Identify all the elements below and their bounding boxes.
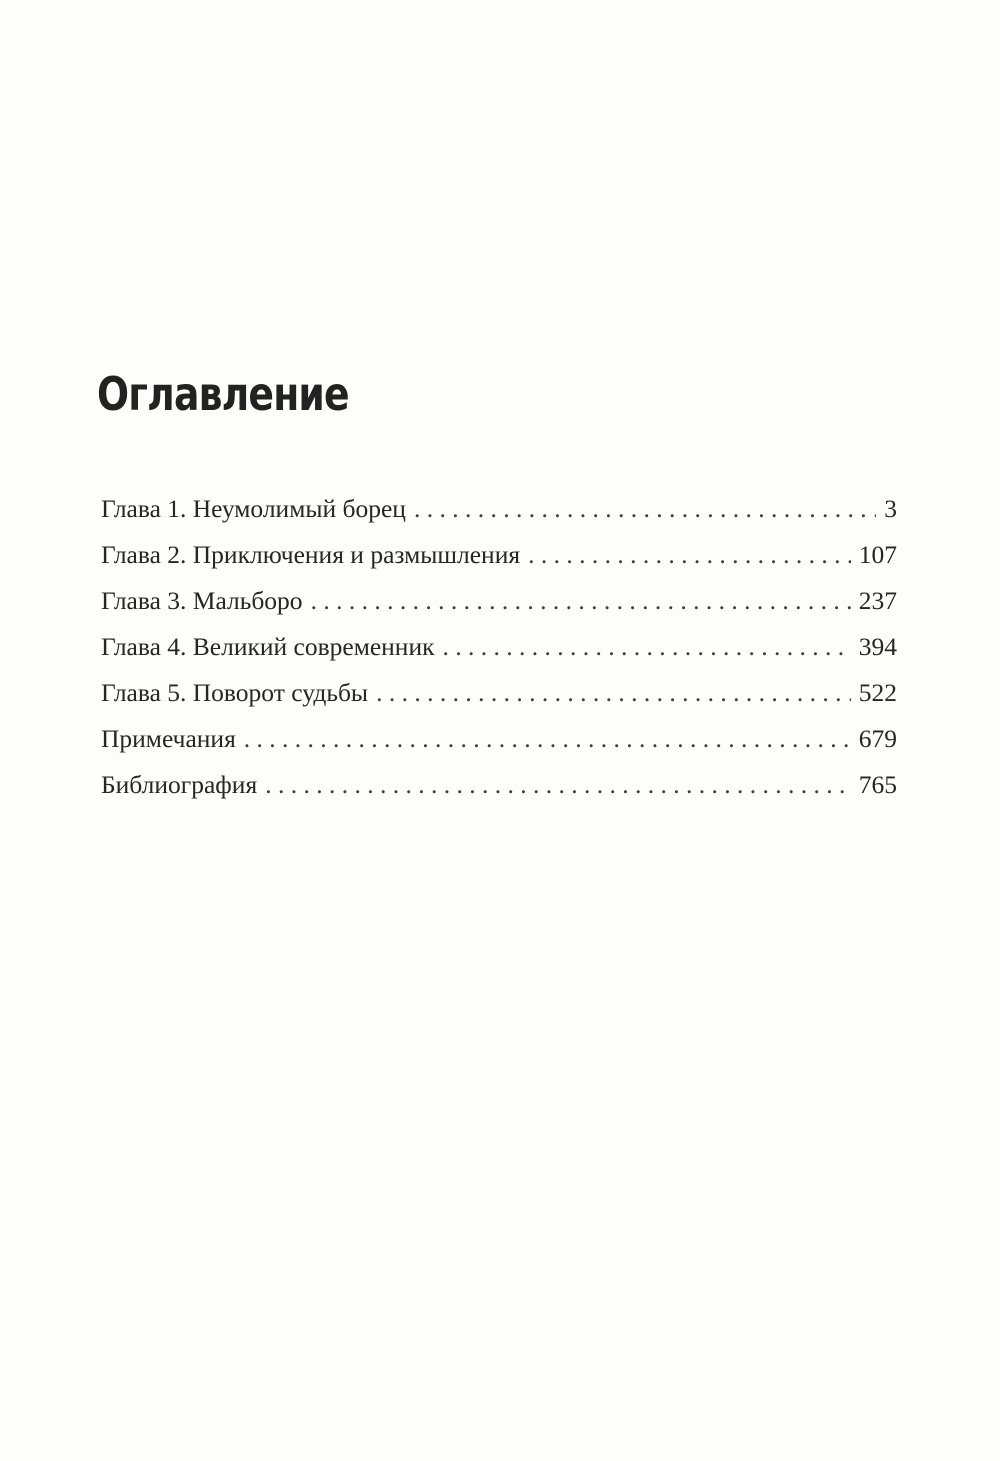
dot-leader	[442, 624, 850, 670]
toc-entry	[101, 486, 897, 532]
toc-entry	[101, 578, 897, 624]
toc-entry-label: Глава 5. Поворот судьбы	[101, 678, 369, 707]
toc-entry-page-number: 3	[884, 494, 897, 523]
toc-entry-label: Глава 2. Приключения и размышления	[101, 540, 521, 569]
toc-entry	[101, 532, 897, 578]
toc-entry	[101, 670, 897, 716]
toc-entry-page-number: 394	[858, 632, 897, 661]
toc-entry-page-number: 522	[858, 678, 897, 707]
page-title: Оглавление	[97, 367, 349, 421]
dot-leader	[376, 670, 851, 716]
dot-leader	[265, 762, 851, 808]
toc-entry-label: Примечания	[101, 724, 236, 753]
table-of-contents	[101, 486, 897, 808]
toc-entry-page-number: 679	[858, 724, 897, 753]
toc-entry-label: Глава 3. Мальборо	[101, 586, 303, 615]
dot-leader	[311, 578, 851, 624]
toc-entry-page-number: 237	[858, 586, 897, 615]
toc-entry-label: Глава 1. Неумолимый борец	[101, 494, 406, 523]
toc-entry	[101, 624, 897, 670]
toc-entry	[101, 716, 897, 762]
toc-entry-label: Библиография	[101, 770, 258, 799]
toc-entry	[101, 762, 897, 808]
dot-leader	[244, 716, 851, 762]
dot-leader	[528, 532, 851, 578]
toc-entry-page-number: 107	[858, 540, 897, 569]
toc-entry-label: Глава 4. Великий современник	[101, 632, 435, 661]
toc-entry-page-number: 765	[858, 770, 897, 799]
dot-leader	[414, 486, 876, 532]
